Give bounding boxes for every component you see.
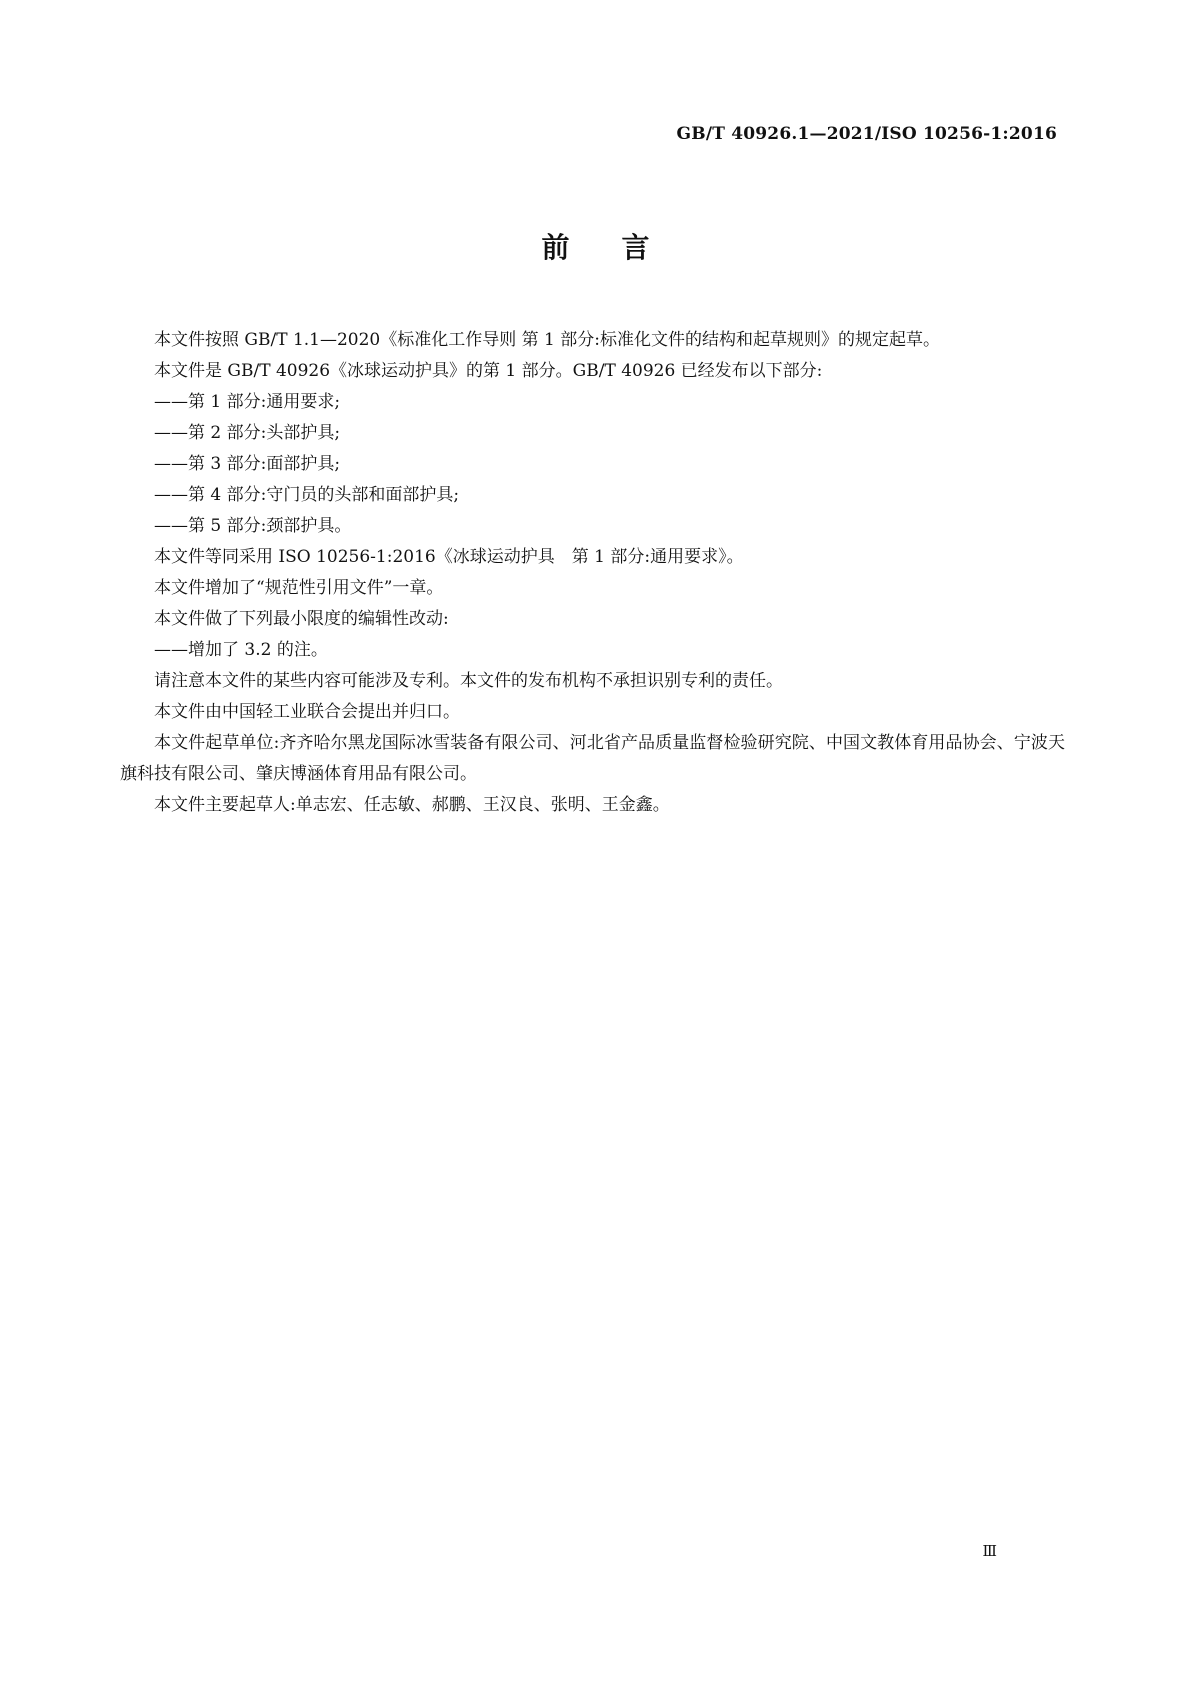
list-item-editorial-change: ——增加了 3.2 的注。: [154, 640, 328, 660]
paragraph-iso-adoption: 本文件等同采用 ISO 10256-1:2016《冰球运动护具 第 1 部分:通用要求》。: [154, 547, 744, 567]
list-item-part-4: ——第 4 部分:守门员的头部和面部护具;: [154, 485, 460, 505]
list-item-part-5: ——第 5 部分:颈部护具。: [154, 516, 352, 536]
paragraph-drafting-rules: 本文件按照 GB/T 1.1—2020《标准化工作导则 第 1 部分:标准化文件的结构和起草规则》的规定起草。: [154, 330, 940, 350]
list-item-part-2: ——第 2 部分:头部护具;: [154, 423, 341, 443]
list-item-part-1: ——第 1 部分:通用要求;: [154, 392, 341, 412]
foreword-body: [120, 325, 1065, 821]
list-item-part-3: ——第 3 部分:面部护具;: [154, 454, 341, 474]
paragraph-drafting-units: 本文件起草单位:齐齐哈尔黑龙国际冰雪装备有限公司、河北省产品质量监督检验研究院、中国文教体育用品协会、宁波天旗科技有限公司、肇庆博涵体育用品有限公司。: [120, 733, 1065, 784]
paragraph-drafters: 本文件主要起草人:单志宏、任志敏、郝鹏、王汉良、张明、王金鑫。: [154, 795, 670, 815]
paragraph-patent-notice: 请注意本文件的某些内容可能涉及专利。本文件的发布机构不承担识别专利的责任。: [154, 671, 783, 691]
page-title: 前言: [541, 231, 702, 264]
standard-number-header: GB/T 40926.1—2021/ISO 10256-1:2016: [676, 124, 1057, 144]
paragraph-proposer: 本文件由中国轻工业联合会提出并归口。: [154, 702, 460, 722]
paragraph-series-intro: 本文件是 GB/T 40926《冰球运动护具》的第 1 部分。GB/T 40926 已经发布以下部分:: [154, 361, 823, 381]
paragraph-editorial-changes: 本文件做了下列最小限度的编辑性改动:: [154, 609, 449, 629]
paragraph-added-chapter: 本文件增加了“规范性引用文件”一章。: [154, 578, 444, 598]
page-number: Ⅲ: [982, 1542, 997, 1560]
